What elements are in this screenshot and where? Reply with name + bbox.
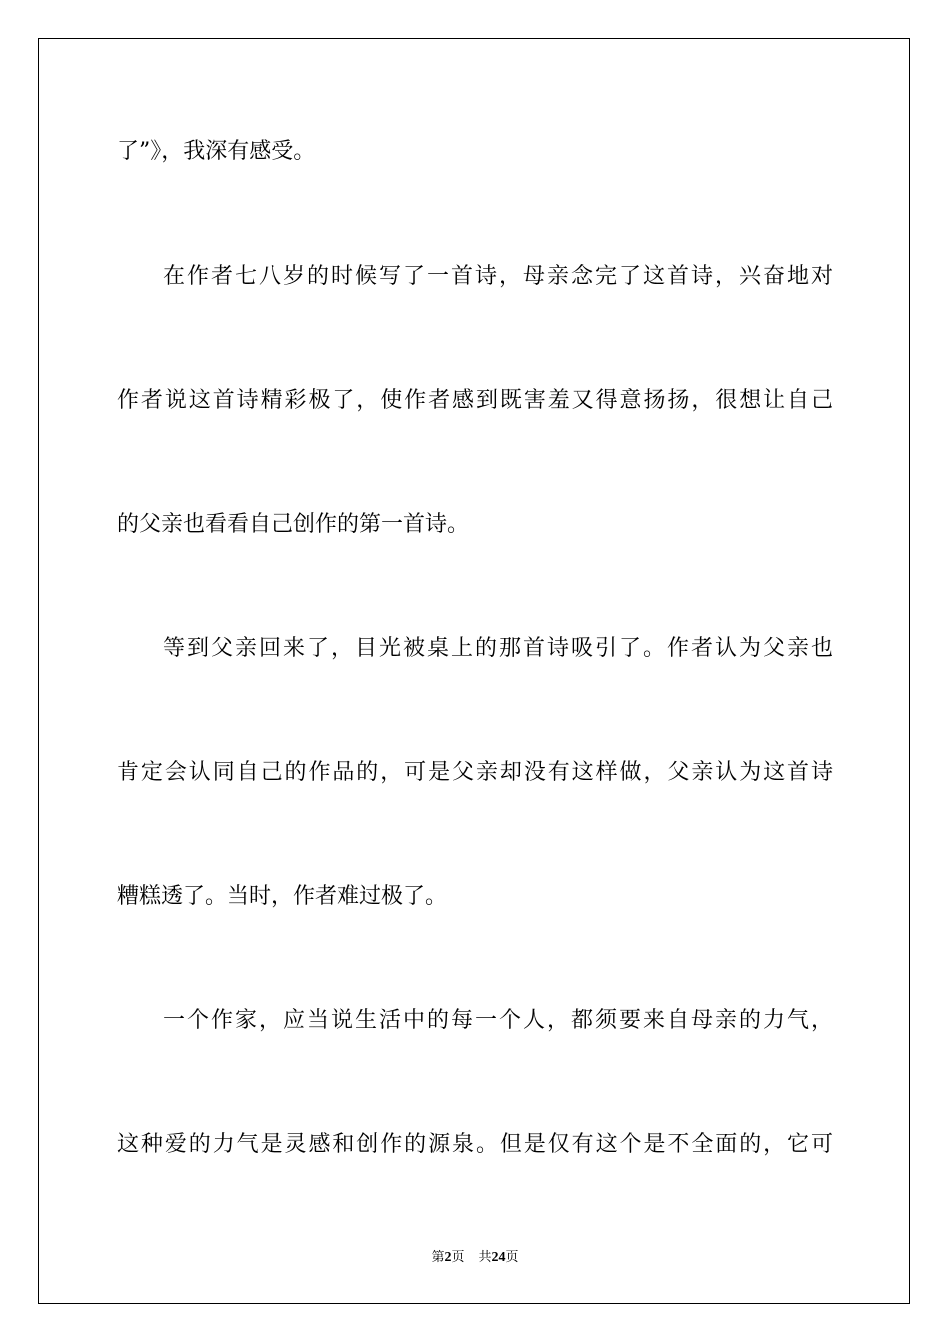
current-page-number: 2 — [444, 1250, 452, 1265]
text-line-7: 糟糕透了。当时，作者难过极了。 — [117, 884, 448, 909]
page-unit: 页 — [451, 1250, 465, 1265]
page-prefix: 第 — [431, 1250, 445, 1265]
total-page-count: 24 — [491, 1250, 506, 1265]
total-unit: 页 — [505, 1250, 519, 1265]
page-footer — [0, 1246, 950, 1266]
text-line-3: 作者说这首诗精彩极了，使作者感到既害羞又得意扬扬，很想让自己 — [117, 388, 833, 413]
total-prefix: 共 — [478, 1250, 492, 1265]
text-line-5: 等到父亲回来了，目光被桌上的那首诗吸引了。作者认为父亲也 — [163, 636, 833, 661]
text-line-4: 的父亲也看看自己创作的第一首诗。 — [117, 512, 470, 537]
text-line-9: 这种爱的力气是灵感和创作的源泉。但是仅有这个是不全面的，它可 — [117, 1132, 833, 1157]
text-line-1: 了”》，我深有感受。 — [117, 139, 316, 164]
page-border — [38, 38, 910, 1304]
text-line-2: 在作者七八岁的时候写了一首诗，母亲念完了这首诗，兴奋地对 — [163, 264, 833, 289]
text-line-8: 一个作家，应当说生活中的每一个人，都须要来自母亲的力气， — [163, 1008, 833, 1033]
text-line-6: 肯定会认同自己的作品的，可是父亲却没有这样做，父亲认为这首诗 — [117, 760, 833, 785]
